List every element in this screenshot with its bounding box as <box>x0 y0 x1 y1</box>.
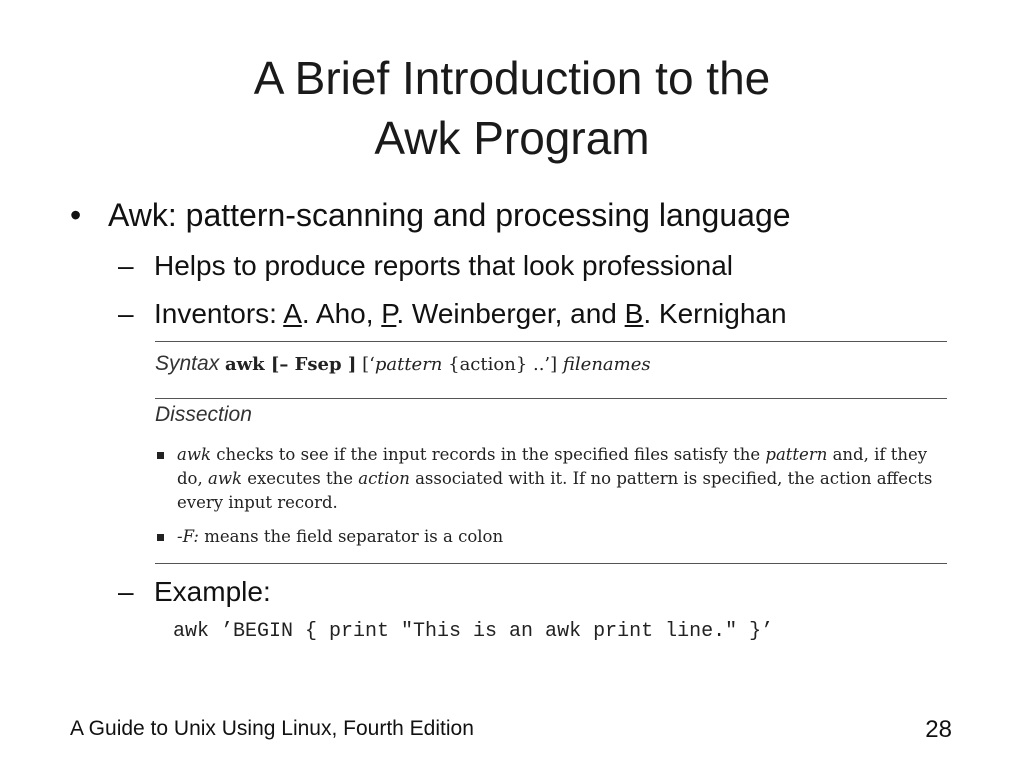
syntax-line <box>155 352 651 376</box>
action-term: action <box>358 469 410 488</box>
dissection-heading <box>155 399 947 433</box>
syntax-filenames: filenames <box>562 354 651 375</box>
dissection-text: executes the <box>241 469 359 488</box>
dash-marker: – <box>118 250 134 281</box>
dissection-item-awk <box>155 443 947 515</box>
syntax-row <box>155 342 947 398</box>
dissection-text: associated with it. If no pattern is specified, the action affects every input record. <box>177 469 933 512</box>
inventor-initial-p: P <box>381 298 397 329</box>
page-number: 28 <box>925 716 952 743</box>
inventor-aho: . Aho, <box>301 298 382 329</box>
title-line-1: A Brief Introduction to the <box>253 52 771 104</box>
dissection-label: Dissection <box>155 403 252 426</box>
syntax-open: [‘ <box>356 354 375 375</box>
syntax-figure <box>155 341 947 564</box>
syntax-pattern: pattern <box>374 354 443 375</box>
main-bullet-text: Awk: pattern-scanning and processing language <box>108 197 791 233</box>
sub-bullet-reports-text: Helps to produce reports that look professional <box>154 250 733 281</box>
awk-term: awk <box>208 469 242 488</box>
inventor-initial-b: B <box>624 298 644 329</box>
square-bullet-icon <box>157 452 164 459</box>
dash-marker: – <box>118 576 134 607</box>
footer-book-title: A Guide to Unix Using Linux, Fourth Edition <box>70 717 474 740</box>
dash-marker: – <box>118 298 134 329</box>
dissection-text: checks to see if the input records in the specified files satisfy the <box>210 445 766 464</box>
sub-bullet-example <box>118 575 271 609</box>
flag-term: -F: <box>177 527 199 546</box>
inventor-kernighan: . Kernighan <box>643 298 787 329</box>
syntax-label: Syntax <box>155 352 220 375</box>
dissection-item-flag <box>155 525 947 549</box>
inventors-prefix: Inventors: <box>154 298 284 329</box>
square-bullet-icon <box>157 534 164 541</box>
awk-term: awk <box>177 445 211 464</box>
sub-bullet-inventors <box>118 297 787 331</box>
dissection-text: and, if they do, <box>177 445 928 488</box>
inventor-weinberger: . Weinberger, and <box>396 298 625 329</box>
example-label: Example: <box>154 576 271 607</box>
title-line-2: Awk Program <box>374 112 650 164</box>
dissection-text: means the field separator is a colon <box>199 527 504 546</box>
slide-title <box>0 48 1024 168</box>
awk-code-example: awk ’BEGIN { print "This is an awk print line." }’ <box>173 620 774 643</box>
bullet-marker: • <box>70 197 82 233</box>
sub-bullet-reports <box>118 249 733 283</box>
figure-bottom-rule <box>155 563 947 564</box>
pattern-term: pattern <box>765 445 828 464</box>
syntax-command: awk [– Fsep ] <box>224 354 357 375</box>
syntax-action: {action} ..’] <box>442 354 563 375</box>
main-bullet <box>70 196 791 234</box>
inventor-initial-a: A <box>283 298 302 329</box>
